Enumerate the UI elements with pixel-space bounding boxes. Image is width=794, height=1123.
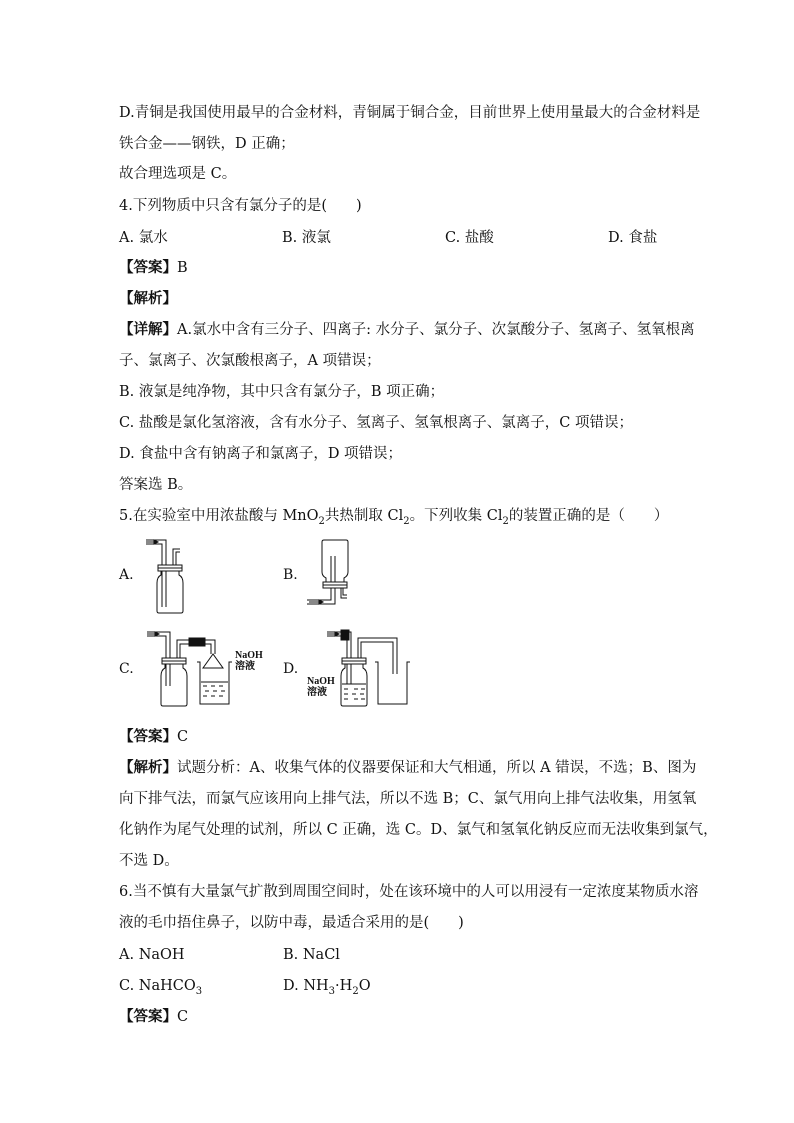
answer-label: 【答案】 <box>119 1008 177 1025</box>
option-a: A. NaOH <box>119 947 185 963</box>
analysis-line: 向下排气法，而氯气应该用向上排气法，所以不选 B；C、氯气用向上排气法收集，用氢氧 <box>119 791 697 807</box>
answer-value: C <box>177 729 189 745</box>
answer-label: 【答案】 <box>119 728 177 745</box>
subscript: 2 <box>318 515 325 527</box>
option-b: B. 液氯 <box>282 230 331 246</box>
analysis-line <box>119 758 696 778</box>
option-text: O <box>358 978 371 994</box>
option-b: B. NaCl <box>283 947 340 963</box>
apparatus-b-diagram <box>305 538 365 613</box>
q5-text: 5.在实验室中用浓盐酸与 MnO <box>119 508 319 524</box>
apparatus-a-label: A. <box>119 567 134 583</box>
option-c: C. 盐酸 <box>445 230 494 246</box>
analysis-line: 化钠作为尾气处理的试剂，所以 C 正确，选 C。D、氯气和氢氧化钠反应而无法收集到氯气， <box>119 822 718 838</box>
subscript: 3 <box>195 985 203 997</box>
subscript: 3 <box>328 985 336 997</box>
analysis-line: 不选 D。 <box>119 853 179 869</box>
apparatus-a-diagram <box>140 535 200 615</box>
naoh-label-d <box>307 676 335 698</box>
answer-label: 【答案】 <box>119 259 177 276</box>
answer-6 <box>119 1007 188 1027</box>
solution-text: 溶液 <box>235 661 255 672</box>
question-6: 液的毛巾捂住鼻子，以防中毒，最适合采用的是( ) <box>119 915 464 931</box>
subscript: 2 <box>403 515 410 527</box>
apparatus-d-label: D. <box>283 661 299 677</box>
text-line: 铁合金——钢铁，D 正确； <box>119 136 295 152</box>
naoh-label-c <box>235 650 263 672</box>
subscript: 2 <box>502 515 509 527</box>
answer-value: C <box>177 1009 189 1025</box>
option-d <box>283 976 371 1002</box>
solution-text: 溶液 <box>307 687 327 698</box>
detail-label: 【详解】 <box>119 321 177 338</box>
option-text: ·H <box>335 978 353 994</box>
detail-line: D. 食盐中含有钠离子和氯离子，D 项错误； <box>119 446 403 462</box>
analysis-text: 试题分析：A、收集气体的仪器要保证和大气相通，所以 A 错误，不选；B、图为 <box>177 760 697 776</box>
detail-line: 答案选 B。 <box>119 477 193 493</box>
apparatus-b-label: B. <box>283 567 298 583</box>
option-text: D. NH <box>283 978 329 994</box>
apparatus-c-label: C. <box>119 661 134 677</box>
answer-5 <box>119 727 188 747</box>
detail-line: C. 盐酸是氯化氢溶液，含有水分子、氢离子、氢氧根离子、氯离子，C 项错误； <box>119 415 633 431</box>
option-text: C. NaHCO <box>119 978 196 994</box>
naoh-text: NaOH <box>235 650 263 661</box>
q5-text: 的装置正确的是（ ） <box>508 508 669 524</box>
answer-value: B <box>177 260 188 276</box>
question-6: 6.当不慎有大量氯气扩散到周围空间时，处在该环境中的人可以用浸有一定浓度某物质水溶 <box>119 884 699 900</box>
detail-line <box>119 320 695 340</box>
option-d: D. 食盐 <box>608 230 658 246</box>
question-5 <box>119 506 668 532</box>
question-4: 4.下列物质中只含有氯分子的是( ) <box>119 198 362 214</box>
detail-line: 子、氯离子、次氯酸根离子，A 项错误； <box>119 353 381 369</box>
detail-text: A.氯水中含有三分子、四离子: 水分子、氯分子、次氯酸分子、氢离子、氢氧根离 <box>177 322 695 338</box>
detail-line: B. 液氯是纯净物，其中只含有氯分子，B 项正确； <box>119 384 445 400</box>
text-line: 故合理选项是 C。 <box>119 166 237 182</box>
naoh-text: NaOH <box>307 676 335 687</box>
q5-text: 共热制取 Cl <box>324 508 404 524</box>
answer-4 <box>119 258 188 278</box>
q5-text: 。下列收集 Cl <box>409 508 503 524</box>
analysis-label: 【解析】 <box>119 290 177 307</box>
subscript: 2 <box>352 985 359 997</box>
apparatus-d-diagram <box>325 626 415 708</box>
option-c <box>119 976 202 1002</box>
analysis-label: 【解析】 <box>119 759 177 776</box>
option-a: A. 氯水 <box>119 230 168 246</box>
text-line: D.青铜是我国使用最早的合金材料，青铜属于铜合金，目前世界上使用量最大的合金材料是 <box>119 105 701 121</box>
